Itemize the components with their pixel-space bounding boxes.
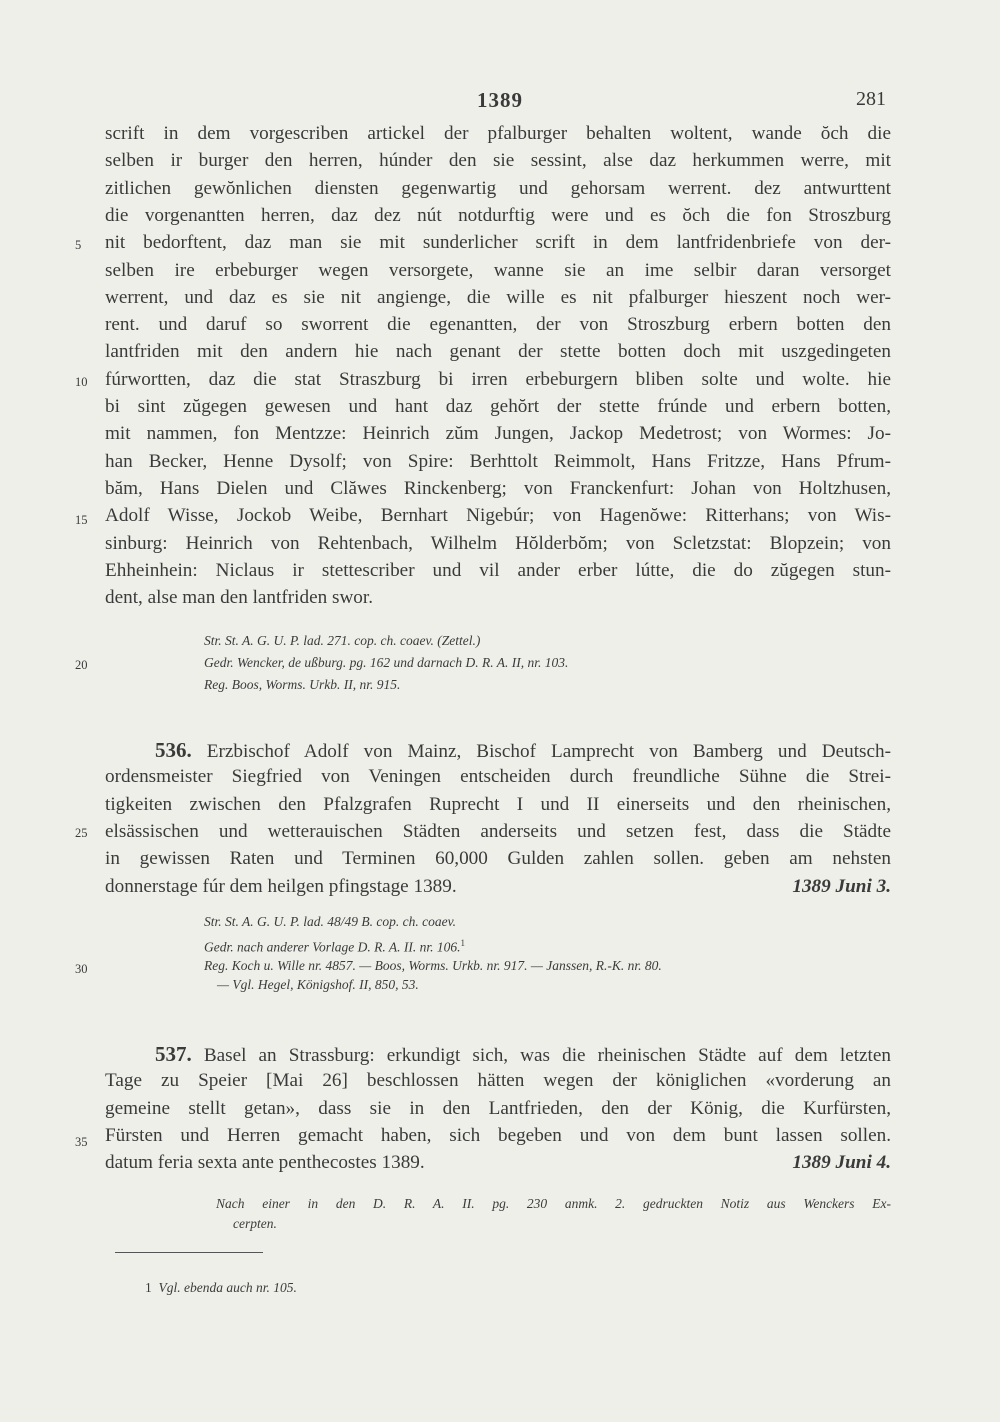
entry-537-line: Basel an Strassburg: erkundigt sich, was die rheinischen Städte auf dem letzten <box>203 1045 891 1066</box>
source-note: Reg. Koch u. Wille nr. 4857. — Boos, Worms. Urkb. nr. 917. — Janssen, R.-K. nr. 80. <box>204 958 662 973</box>
footnote-ref: 1 <box>460 938 465 948</box>
body-line: fúrwortten, daz die stat Straszburg bi irren erbeburgern bliben solte und wolte. hie <box>105 368 891 390</box>
footnote-text: Vgl. ebenda auch nr. 105. <box>158 1280 297 1295</box>
body-line: zitlichen gewŏnlichen diensten gegenwartig und gehorsam werrent. dez antwurttent <box>105 177 891 199</box>
line-number: 25 <box>75 826 88 840</box>
source-note: Nach einer in den D. R. A. II. pg. 230 anmk. 2. gedruckten Notiz aus Wenckers Ex- <box>216 1196 891 1211</box>
entry-number: 537. <box>155 1042 192 1066</box>
source-note-text: Gedr. nach anderer Vorlage D. R. A. II. nr. 106. <box>204 939 461 955</box>
body-line: scrift in dem vorgescriben artickel der pfalburger behalten woltent, wande ŏch die <box>105 123 891 144</box>
entry-536-line: elsässischen und wetterauischen Städten anderseits und setzen fest, dass die Städte <box>105 820 891 842</box>
body-line: lantfriden mit den andern hie nach genant der stette botten doch mit uszgedingeten <box>105 341 891 363</box>
source-note: Gedr. Wencker, de ußburg. pg. 162 und darnach D. R. A. II, nr. 103. <box>204 655 569 670</box>
entry-537-line: datum feria sexta ante penthecostes 1389. <box>105 1152 425 1174</box>
entry-536-last-line <box>105 873 891 901</box>
entry-536-line: Erzbischof Adolf von Mainz, Bischof Lamprecht von Bamberg und Deutsch- <box>206 741 891 762</box>
body-line: nit bedorftent, daz man sie mit sunderlicher scrift in dem lantfridenbriefe von der- <box>105 232 891 254</box>
body-line: rent. und daruf so sworrent die egenantten, der von Stroszburg erbern botten den <box>105 314 891 336</box>
body-line: bi sint zŭgegen gewesen und hant daz gehŏrt der stette frúnde und erbern botten, <box>105 396 891 417</box>
line-number: 20 <box>75 658 88 672</box>
page-number: 281 <box>856 88 886 110</box>
entry-date: 1389 Juni 4. <box>792 1152 891 1174</box>
source-note: Str. St. A. G. U. P. lad. 48/49 B. cop. ch. coaev. <box>204 914 456 929</box>
body-line: băm, Hans Dielen und Clăwes Rinckenberg; von Franckenfurt: Johan von Holtzhusen, <box>105 477 891 499</box>
entry-number: 536. <box>155 738 192 762</box>
entry-536-line: ordensmeister Siegfried von Veningen entscheiden durch freundliche Sühne die Strei- <box>105 766 891 788</box>
body-line: sinburg: Heinrich von Rehtenbach, Wilhelm Hŏlderbŏm; von Scletzstat: Blopzein; von <box>105 532 891 554</box>
body-line: Ehheinhein: Niclaus ir stettescriber und vil ander erber lútte, die do zŭgegen stun- <box>105 559 891 581</box>
line-number: 35 <box>75 1135 88 1149</box>
entry-536-line: in gewissen Raten und Terminen 60,000 Gulden zahlen sollen. geben am nehsten <box>105 848 891 870</box>
source-note: cerpten. <box>233 1216 277 1231</box>
entry-537-first-line <box>155 1040 891 1068</box>
line-number: 30 <box>75 962 88 976</box>
source-note: — Vgl. Hegel, Königshof. II, 850, 53. <box>217 977 419 992</box>
source-note <box>204 934 904 953</box>
body-line: mit nammen, fon Mentzze: Heinrich zŭm Jungen, Jackop Medetrost; von Wormes: Jo- <box>105 423 891 445</box>
entry-537-line: Fürsten und Herren gemacht haben, sich begeben und von dem bunt lassen sollen. <box>105 1124 891 1146</box>
line-number: 15 <box>75 513 88 527</box>
line-number: 10 <box>75 375 88 389</box>
body-line: selben ir burger den herren, húnder den sie sessint, alse daz herkummen werre, mit <box>105 150 891 172</box>
line-number: 5 <box>75 238 82 252</box>
entry-date: 1389 Juni 3. <box>792 875 891 897</box>
body-line: Adolf Wisse, Jockob Weibe, Bernhart Nigebúr; von Hagenŏwe: Ritterhans; von Wis- <box>105 505 891 527</box>
entry-537-line: gemeine stellt getan», dass sie in den Lantfrieden, den der König, die Kurfürsten, <box>105 1097 891 1119</box>
body-line: dent, alse man den lantfriden swor. <box>105 587 374 609</box>
entry-536-line: donnerstage fúr dem heilgen pfingstage 1389. <box>105 875 457 897</box>
source-note: Reg. Boos, Worms. Urkb. II, nr. 915. <box>204 677 401 692</box>
entry-537-last-line <box>105 1149 891 1177</box>
running-header-year: 1389 <box>477 88 523 112</box>
body-line: die vorgenantten herren, daz dez nút notdurftig were und es ŏch die fon Stroszburg <box>105 204 891 226</box>
footnote-mark: 1 <box>145 1280 152 1295</box>
body-line: werrent, und daz es sie nit angienge, die wille es nit pfalburger hieszent noch wer- <box>105 286 891 308</box>
entry-537-line: Tage zu Speier [Mai 26] beschlossen hätten wegen der königlichen «vorderung an <box>105 1070 891 1092</box>
footnote-divider <box>115 1252 263 1253</box>
body-line: han Becker, Henne Dysolf; von Spire: Berhttolt Reimmolt, Hans Fritzze, Hans Pfrum- <box>105 450 891 472</box>
entry-536-first-line <box>155 736 891 764</box>
body-line: selben ire erbeburger wegen versorgete, wanne sie an ime selbir daran versorget <box>105 259 891 281</box>
footnote <box>145 1279 297 1297</box>
entry-536-line: tigkeiten zwischen den Pfalzgrafen Ruprecht I und II einerseits und den rheinischen, <box>105 793 891 815</box>
source-note: Str. St. A. G. U. P. lad. 271. cop. ch. coaev. (Zettel.) <box>204 633 481 648</box>
